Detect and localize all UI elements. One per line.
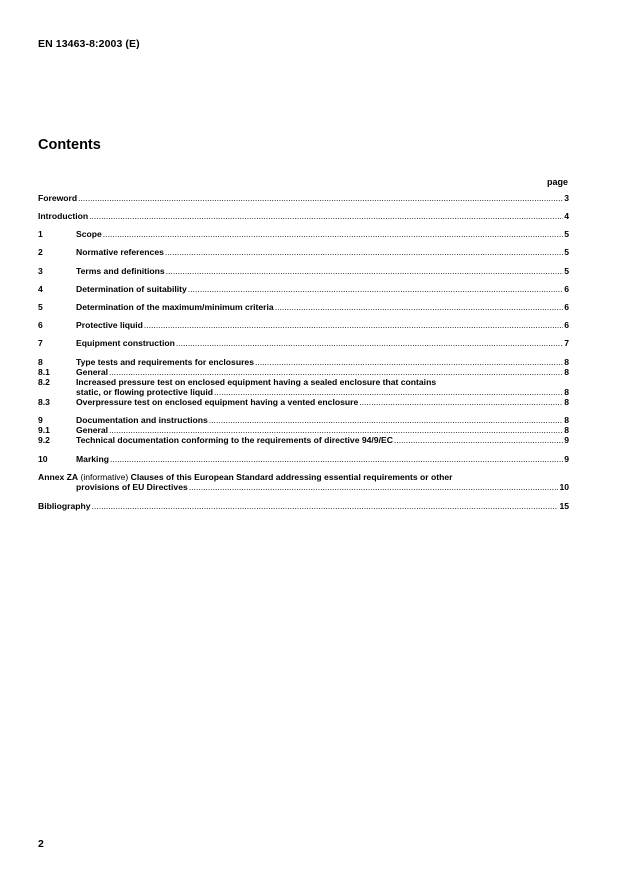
toc-entry-page: 15 [559,501,569,511]
toc-dot-leader [89,211,563,221]
toc-entry-number: 3 [38,266,43,276]
toc-entry-number: 7 [38,338,43,348]
toc-entry[interactable] [38,338,569,348]
page-number: 2 [38,838,44,850]
toc-entry-line [38,501,569,511]
toc-entry-note: (informative) [78,472,131,482]
toc-dot-leader [165,247,563,257]
toc-entry-line [38,229,569,239]
toc-entry-title: Equipment construction [76,338,175,348]
toc-entry-number: 8.1 [38,367,50,377]
toc-dot-leader [78,193,563,203]
toc-entry-page: 8 [564,397,569,407]
toc-entry-page: 8 [564,367,569,377]
toc-entry-page: 6 [564,302,569,312]
toc-entry-title: Protective liquid [76,320,143,330]
toc-entry-page: 8 [564,357,569,367]
toc-entry-title: Terms and definitions [76,266,165,276]
toc-entry-line [38,482,569,492]
toc-entry-line [38,415,569,425]
toc-entry-title: Marking [76,454,109,464]
toc-entry-title: Foreword [38,193,78,203]
toc-entry[interactable] [38,501,569,511]
toc-entry-title: General [76,367,109,377]
toc-entry[interactable] [38,415,569,425]
toc-dot-leader [275,302,564,312]
toc-dot-leader [359,397,563,407]
toc-entry-line [38,338,569,348]
toc-entry[interactable] [38,425,569,435]
toc-entry-page: 5 [564,266,569,276]
toc-entry-title: General [76,425,109,435]
toc-entry-page: 8 [564,425,569,435]
toc-entry[interactable] [38,320,569,330]
toc-entry-page: 9 [564,454,569,464]
toc-entry-number: 9.2 [38,435,50,445]
toc-dot-leader [214,387,563,397]
toc-entry-title: Type tests and requirements for enclosures [76,357,254,367]
toc-entry-page: 10 [559,482,569,492]
toc-entry-title: Technical documentation conforming to the requirements of directive 94/9/EC [76,435,393,445]
toc-dot-leader [92,501,559,511]
toc-entry-number: 5 [38,302,43,312]
toc-dot-leader [109,425,563,435]
toc-entry-number: 9 [38,415,43,425]
toc-entry-number: 9.1 [38,425,50,435]
page-column-label: page [546,177,568,187]
toc-entry-number: 8 [38,357,43,367]
toc-entry-line [38,454,569,464]
toc-entry[interactable] [38,211,569,221]
toc-entry-line [38,387,569,397]
toc-entry-line [38,435,569,445]
toc-entry-line [38,247,569,257]
toc-entry-page: 5 [564,229,569,239]
toc-entry-line [38,425,569,435]
toc-entry-page: 6 [564,284,569,294]
toc-entry-title: Normative references [76,247,164,257]
toc-entry-number: 4 [38,284,43,294]
toc-dot-leader [103,229,563,239]
toc-entry-line [38,367,569,377]
toc-entry-title: Determination of the maximum/minimum criteria [76,302,274,312]
toc-entry-line [38,266,569,276]
toc-entry-title: Increased pressure test on enclosed equipment having a sealed enclosure that contains [76,377,437,387]
toc-entry[interactable] [38,193,569,203]
document-header: EN 13463-8:2003 (E) [38,38,140,50]
toc-entry-page: 9 [564,435,569,445]
toc-dot-leader [188,284,563,294]
toc-entry-title: Documentation and instructions [76,415,208,425]
toc-dot-leader [176,338,563,348]
toc-entry-title: Overpressure test on enclosed equipment having a vented enclosure [76,397,359,407]
toc-dot-leader [166,266,564,276]
toc-entry-line [38,320,569,330]
toc-entry[interactable] [38,357,569,367]
toc-entry-page: 3 [564,193,569,203]
toc-entry-number: 6 [38,320,43,330]
toc-entry-line [38,397,569,407]
toc-entry-title-continued: static, or flowing protective liquid [76,387,214,397]
toc-entry-title: Annex ZA (informative) Clauses of this European Standard addressing essential requirements or other [38,472,453,482]
toc-entry-line [38,377,569,387]
toc-entry-page: 4 [564,211,569,221]
contents-title: Contents [38,137,101,153]
toc-entry-number: 10 [38,454,48,464]
toc-entry-title: Introduction [38,211,89,221]
toc-dot-leader [110,454,563,464]
toc-entry-page: 8 [564,415,569,425]
toc-entry[interactable] [38,229,569,239]
toc-dot-leader [189,482,559,492]
toc-entry-page: 7 [564,338,569,348]
toc-entry-number: 2 [38,247,43,257]
toc-entry-line [38,193,569,203]
toc-entry[interactable] [38,367,569,377]
toc-entry[interactable] [38,377,569,397]
toc-dot-leader [109,367,563,377]
toc-entry[interactable] [38,284,569,294]
toc-entry-page: 6 [564,320,569,330]
toc-entry[interactable] [38,454,569,464]
toc-entry-page: 5 [564,247,569,257]
toc-dot-leader [255,357,563,367]
toc-dot-leader [144,320,563,330]
toc-entry-line [38,284,569,294]
toc-entry-line [38,472,569,482]
toc-entry-number: 8.2 [38,377,50,387]
toc-entry[interactable] [38,472,569,492]
toc-entry-line [38,211,569,221]
toc-entry[interactable] [38,247,569,257]
toc-entry-line [38,302,569,312]
toc-entry[interactable] [38,302,569,312]
toc-entry-title: Determination of suitability [76,284,187,294]
toc-entry[interactable] [38,397,569,407]
toc-entry-line [38,357,569,367]
toc-dot-leader [209,415,563,425]
toc-entry[interactable] [38,266,569,276]
toc-dot-leader [394,435,563,445]
toc-entry-title: Bibliography [38,501,91,511]
toc-entry-title-continued: provisions of EU Directives [76,482,188,492]
toc-entry-number: 1 [38,229,43,239]
toc-entry-title: Scope [76,229,102,239]
toc-entry[interactable] [38,435,569,445]
toc-entry-number: 8.3 [38,397,50,407]
toc-entry-page: 8 [564,387,569,397]
